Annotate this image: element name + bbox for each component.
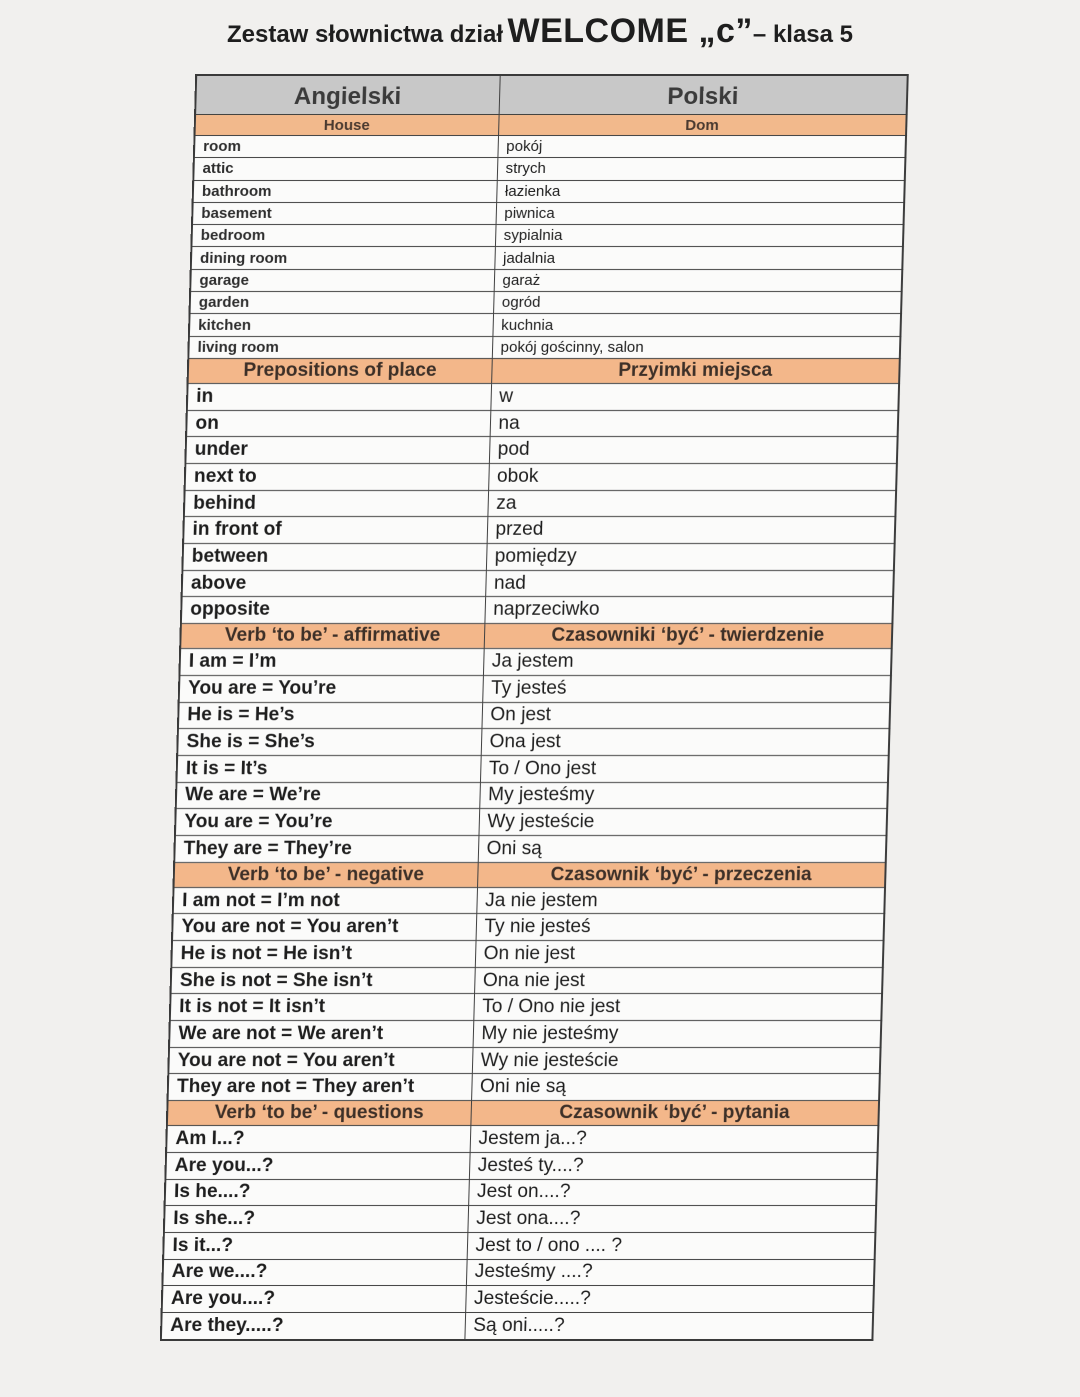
english-term: Are you....?	[162, 1286, 466, 1313]
english-term: Is it...?	[163, 1232, 467, 1259]
english-term: They are not = They aren’t	[168, 1074, 472, 1101]
section-title-polish: Czasownik ‘być’ - przeczenia	[477, 862, 886, 887]
english-term: garage	[190, 269, 494, 291]
title-prefix: Zestaw słownictwa dział	[226, 21, 504, 48]
section-title-english: Verb ‘to be’ - affirmative	[180, 624, 484, 649]
english-term: He is = He’s	[178, 702, 482, 729]
english-term: bedroom	[191, 225, 495, 247]
polish-term: w	[490, 383, 899, 410]
polish-term: Jest on....?	[468, 1179, 877, 1206]
english-term: opposite	[181, 597, 485, 624]
table-row	[166, 1126, 878, 1153]
english-term: bathroom	[193, 180, 497, 202]
table-row	[171, 941, 883, 968]
section-title-polish: Przyimki miejsca	[491, 358, 900, 383]
polish-term: obok	[488, 464, 897, 491]
english-term: basement	[192, 202, 496, 224]
column-header-row	[195, 75, 908, 115]
section-header-row	[180, 624, 892, 649]
table-row	[170, 994, 882, 1021]
english-term: Are we....?	[162, 1259, 466, 1286]
table-row	[169, 1021, 881, 1048]
table-row	[193, 158, 905, 180]
title-main: WELCOME „c”	[507, 12, 753, 50]
polish-term: Jesteście.....?	[465, 1286, 874, 1313]
polish-term: łazienka	[496, 180, 905, 202]
english-term: We are = We’re	[176, 782, 480, 809]
section-title-english: Verb ‘to be’ - questions	[167, 1101, 471, 1126]
english-term: under	[185, 437, 489, 464]
polish-term: za	[487, 490, 896, 517]
polish-term: My jesteśmy	[479, 782, 888, 809]
table-row	[164, 1206, 876, 1233]
english-term: They are = They’re	[174, 835, 478, 862]
section-title-polish: Czasowniki ‘być’ - twierdzenie	[484, 624, 893, 649]
polish-term: kuchnia	[492, 314, 901, 336]
polish-term: Wy jesteście	[478, 809, 887, 836]
table-row	[182, 544, 894, 571]
table-row	[179, 649, 891, 676]
english-term: You are = You’re	[179, 675, 483, 702]
vocabulary-sheet	[160, 74, 907, 1341]
english-term: Is he....?	[165, 1179, 469, 1206]
title-suffix: – klasa 5	[752, 21, 854, 48]
english-term: You are not = You aren’t	[168, 1047, 472, 1074]
table-row	[163, 1232, 875, 1259]
table-row	[188, 336, 900, 358]
english-term: dining room	[191, 247, 495, 269]
column-header-english: Angielski	[195, 75, 500, 115]
polish-term: Są oni.....?	[464, 1312, 873, 1339]
table-row	[185, 464, 897, 491]
english-term: It is = It’s	[176, 755, 480, 782]
column-header-polish: Polski	[499, 75, 908, 115]
table-row	[176, 755, 888, 782]
english-term: on	[186, 410, 490, 437]
table-row	[181, 597, 893, 624]
table-row	[185, 437, 897, 464]
polish-term: pomiędzy	[486, 544, 895, 571]
table-row	[168, 1074, 880, 1101]
table-row	[187, 383, 899, 410]
table-row	[179, 675, 891, 702]
page-title	[0, 12, 1080, 51]
table-row	[168, 1047, 880, 1074]
polish-term: On nie jest	[475, 941, 884, 968]
vocabulary-table	[160, 74, 909, 1341]
table-row	[172, 914, 884, 941]
table-row	[176, 782, 888, 809]
polish-term: naprzeciwko	[484, 597, 893, 624]
english-term: Am I...?	[166, 1126, 470, 1153]
english-term: It is not = It isn’t	[170, 994, 474, 1021]
english-term: behind	[184, 490, 488, 517]
table-row	[193, 180, 905, 202]
table-row	[184, 490, 896, 517]
english-term: I am = I’m	[179, 649, 483, 676]
table-row	[191, 247, 903, 269]
polish-term: pod	[489, 437, 898, 464]
table-row	[162, 1286, 874, 1313]
polish-term: Jest ona....?	[467, 1206, 876, 1233]
table-row	[190, 292, 902, 314]
english-term: We are not = We aren’t	[169, 1021, 473, 1048]
table-row	[165, 1152, 877, 1179]
table-row	[171, 967, 883, 994]
polish-term: sypialnia	[495, 225, 904, 247]
section-title-english: Verb ‘to be’ - negative	[174, 862, 478, 887]
polish-term: Jesteś ty....?	[469, 1152, 878, 1179]
section-title-polish: Czasownik ‘być’ - pytania	[470, 1101, 879, 1126]
table-row	[161, 1312, 873, 1339]
table-row	[189, 314, 901, 336]
polish-term: Ona nie jest	[474, 967, 883, 994]
section-header-row	[195, 115, 907, 136]
section-header-row	[167, 1101, 879, 1126]
english-term: room	[194, 136, 498, 158]
table-row	[186, 410, 898, 437]
polish-term: Oni są	[478, 835, 887, 862]
polish-term: jadalnia	[494, 247, 903, 269]
table-row	[190, 269, 902, 291]
polish-term: pokój gościnny, salon	[492, 336, 901, 358]
table-row	[174, 835, 886, 862]
polish-term: Jest to / ono .... ?	[467, 1232, 876, 1259]
english-term: He is not = He isn’t	[171, 941, 475, 968]
table-row	[175, 809, 887, 836]
english-term: She is not = She isn’t	[171, 967, 475, 994]
english-term: Are they.....?	[161, 1312, 465, 1339]
polish-term: Wy nie jesteście	[472, 1047, 881, 1074]
polish-term: Jesteśmy ....?	[466, 1259, 875, 1286]
polish-term: garaż	[494, 269, 903, 291]
section-title-polish: Dom	[498, 115, 907, 136]
polish-term: Ja nie jestem	[476, 887, 885, 914]
polish-term: To / Ono jest	[480, 755, 889, 782]
polish-term: Ty nie jesteś	[476, 914, 885, 941]
section-header-row	[174, 862, 886, 887]
english-term: She is = She’s	[177, 729, 481, 756]
polish-term: strych	[497, 158, 906, 180]
polish-term: na	[490, 410, 899, 437]
polish-term: pokój	[497, 136, 906, 158]
english-term: You are not = You aren’t	[172, 914, 476, 941]
english-term: attic	[193, 158, 497, 180]
english-term: kitchen	[189, 314, 493, 336]
table-row	[162, 1259, 874, 1286]
polish-term: piwnica	[496, 202, 905, 224]
english-term: I am not = I’m not	[173, 887, 477, 914]
polish-term: Ty jesteś	[482, 675, 891, 702]
polish-term: Jestem ja...?	[470, 1126, 879, 1153]
section-title-english: Prepositions of place	[188, 358, 492, 383]
english-term: You are = You’re	[175, 809, 479, 836]
table-row	[194, 136, 906, 158]
table-row	[165, 1179, 877, 1206]
polish-term: przed	[487, 517, 896, 544]
english-term: in front of	[183, 517, 487, 544]
english-term: garden	[190, 292, 494, 314]
table-row	[191, 225, 903, 247]
table-row	[183, 517, 895, 544]
polish-term: nad	[485, 570, 894, 597]
english-term: above	[182, 570, 486, 597]
polish-term: ogród	[493, 292, 902, 314]
table-row	[192, 202, 904, 224]
table-row	[173, 887, 885, 914]
table-row	[182, 570, 894, 597]
table-row	[178, 702, 890, 729]
polish-term: Ja jestem	[483, 649, 892, 676]
polish-term: Ona jest	[481, 729, 890, 756]
polish-term: My nie jesteśmy	[473, 1021, 882, 1048]
english-term: Is she...?	[164, 1206, 468, 1233]
section-title-english: House	[195, 115, 499, 136]
polish-term: On jest	[481, 702, 890, 729]
table-row	[177, 729, 889, 756]
english-term: between	[182, 544, 486, 571]
english-term: Are you...?	[165, 1152, 469, 1179]
section-header-row	[188, 358, 900, 383]
polish-term: Oni nie są	[471, 1074, 880, 1101]
english-term: next to	[185, 464, 489, 491]
english-term: living room	[188, 336, 492, 358]
polish-term: To / Ono nie jest	[473, 994, 882, 1021]
english-term: in	[187, 383, 491, 410]
